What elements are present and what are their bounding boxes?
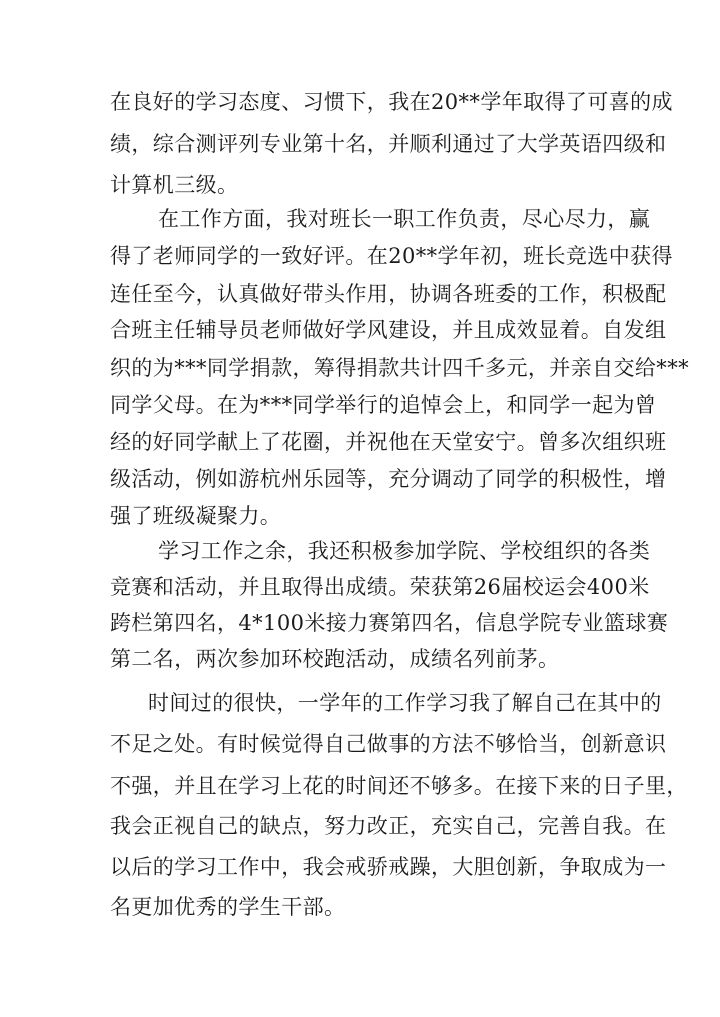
text-line: 强了班级凝聚力。	[110, 504, 282, 528]
text-line: 得了老师同学的一致好评。在20**学年初，班长竞选中获得	[110, 244, 673, 268]
text-line: 不强，并且在学习上花的时间还不够多。在接下来的日子里，	[110, 774, 688, 798]
text-line: 名更加优秀的学生干部。	[110, 895, 346, 919]
text-line: 连任至今，认真做好带头作用，协调各班委的工作，积极配	[110, 282, 667, 306]
text-line: 计算机三级。	[110, 173, 239, 197]
text-line: 经的好同学献上了花圈，并祝他在天堂安宁。曾多次组织班	[110, 430, 667, 454]
text-line: 绩，综合测评列专业第十名，并顺利通过了大学英语四级和	[110, 132, 667, 156]
text-line: 跨栏第四名，4*100米接力赛第四名，信息学院专业篮球赛	[110, 611, 669, 635]
text-line: 第二名，两次参加环校跑活动，成绩名列前茅。	[110, 647, 560, 671]
text-line: 织的为***同学捐款，筹得捐款共计四千多元，并亲自交给***	[110, 356, 689, 380]
text-line: 不足之处。有时候觉得自己做事的方法不够恰当，创新意识	[110, 732, 667, 756]
text-line: 在良好的学习态度、习惯下，我在20**学年取得了可喜的成	[110, 90, 673, 114]
text-line: 时间过的很快，一学年的工作学习我了解自己在其中的	[148, 691, 662, 715]
text-line: 竞赛和活动，并且取得出成绩。荣获第26届校运会400米	[110, 575, 650, 599]
text-line: 以后的学习工作中，我会戒骄戒躁，大胆创新，争取成为一	[110, 855, 667, 879]
text-line: 同学父母。在为***同学举行的追悼会上，和同学一起为曾	[110, 393, 657, 417]
text-line: 学习工作之余，我还积极参加学院、学校组织的各类	[158, 539, 651, 563]
text-line: 我会正视自己的缺点，努力改正，充实自己，完善自我。在	[110, 814, 667, 838]
text-line: 合班主任辅导员老师做好学风建设，并且成效显着。自发组	[110, 318, 667, 342]
text-line: 级活动，例如游杭州乐园等，充分调动了同学的积极性，增	[110, 467, 667, 491]
text-line: 在工作方面，我对班长一职工作负责，尽心尽力，赢	[158, 207, 651, 231]
